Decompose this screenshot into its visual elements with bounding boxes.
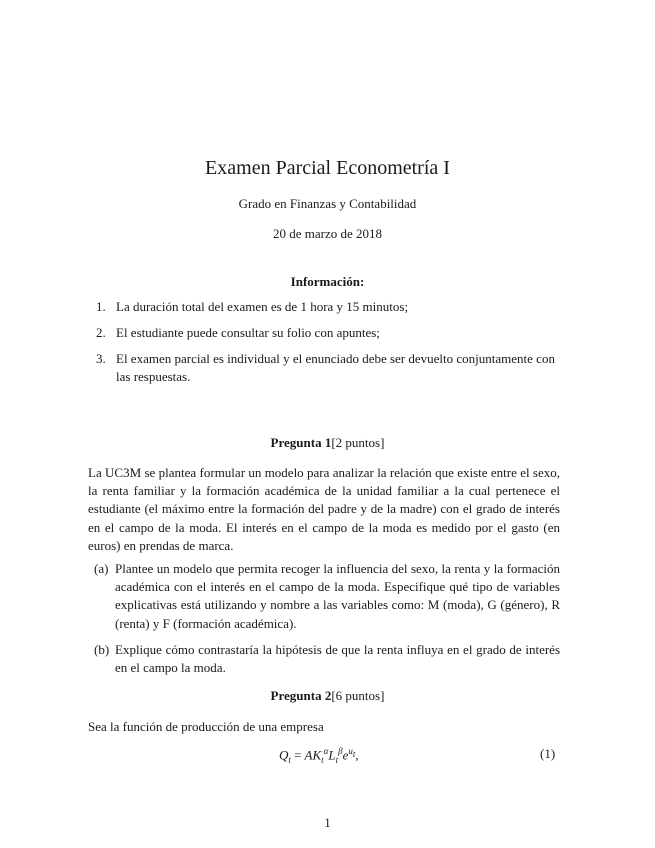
question2-heading bbox=[0, 688, 655, 704]
info-item-text: La duración total del examen es de 1 hora y 15 minutos; bbox=[116, 299, 409, 314]
question1-points: [2 puntos] bbox=[331, 435, 385, 450]
info-item bbox=[96, 324, 560, 342]
question1-intro: La UC3M se plantea formular un modelo para analizar la relación que existe entre el sexo, la renta familiar y la formación académica de la unidad familiar a la cual pertenece el estudiante (el máximo entre la formación del padre y de la madre) con el grado de interés en el campo de la moda. El interés en el campo de la moda es medido por el gasto (en euros) en prendas de marca. bbox=[88, 465, 560, 553]
question2-intro: Sea la función de producción de una empresa bbox=[88, 719, 324, 734]
question1-label: Pregunta 1 bbox=[270, 435, 332, 450]
question-part bbox=[88, 641, 560, 677]
question2-points: [6 puntos] bbox=[331, 688, 385, 703]
info-item bbox=[96, 298, 560, 316]
degree-subtitle: Grado en Finanzas y Contabilidad bbox=[238, 196, 417, 211]
exam-date: 20 de marzo de 2018 bbox=[272, 226, 383, 241]
question-part-letter: (a) bbox=[94, 561, 109, 576]
production-function-equation: $Q_t = AK_t^\alpha L_t^\beta e^{u_t}$, bbox=[279, 746, 359, 765]
question-part bbox=[88, 560, 560, 633]
equation-number: (1) bbox=[540, 746, 556, 761]
info-item-number: 3. bbox=[96, 351, 106, 366]
info-item-number: 2. bbox=[96, 325, 106, 340]
page-title: Examen Parcial Econometría I bbox=[205, 157, 450, 179]
question2-label: Pregunta 2 bbox=[270, 688, 332, 703]
question1-parts bbox=[88, 560, 560, 685]
question-part-text: Explique cómo contrastaría la hipótesis de que la renta influya en el grado de interés en el campo la moda. bbox=[115, 641, 560, 676]
page-number: 1 bbox=[324, 815, 331, 830]
info-list bbox=[96, 298, 560, 394]
info-item-number: 1. bbox=[96, 299, 106, 314]
question1-heading bbox=[0, 435, 655, 451]
question-part-letter: (b) bbox=[94, 641, 110, 657]
info-heading: Información: bbox=[290, 274, 365, 289]
question-part-text: Plantee un modelo que permita recoger la influencia del sexo, la renta y la formación académica con el interés en el campo de la moda. Especifique qué tipo de variables explicativas está utilizando y nombre a las variables como: M (moda), G (género), R (renta) y F (formación académica). bbox=[115, 561, 560, 631]
info-item-text: El estudiante puede consultar su folio con apuntes; bbox=[116, 325, 380, 340]
info-item-text: El examen parcial es individual y el enunciado debe ser devuelto conjuntamente con las respuestas. bbox=[116, 351, 555, 384]
info-item bbox=[96, 350, 560, 386]
